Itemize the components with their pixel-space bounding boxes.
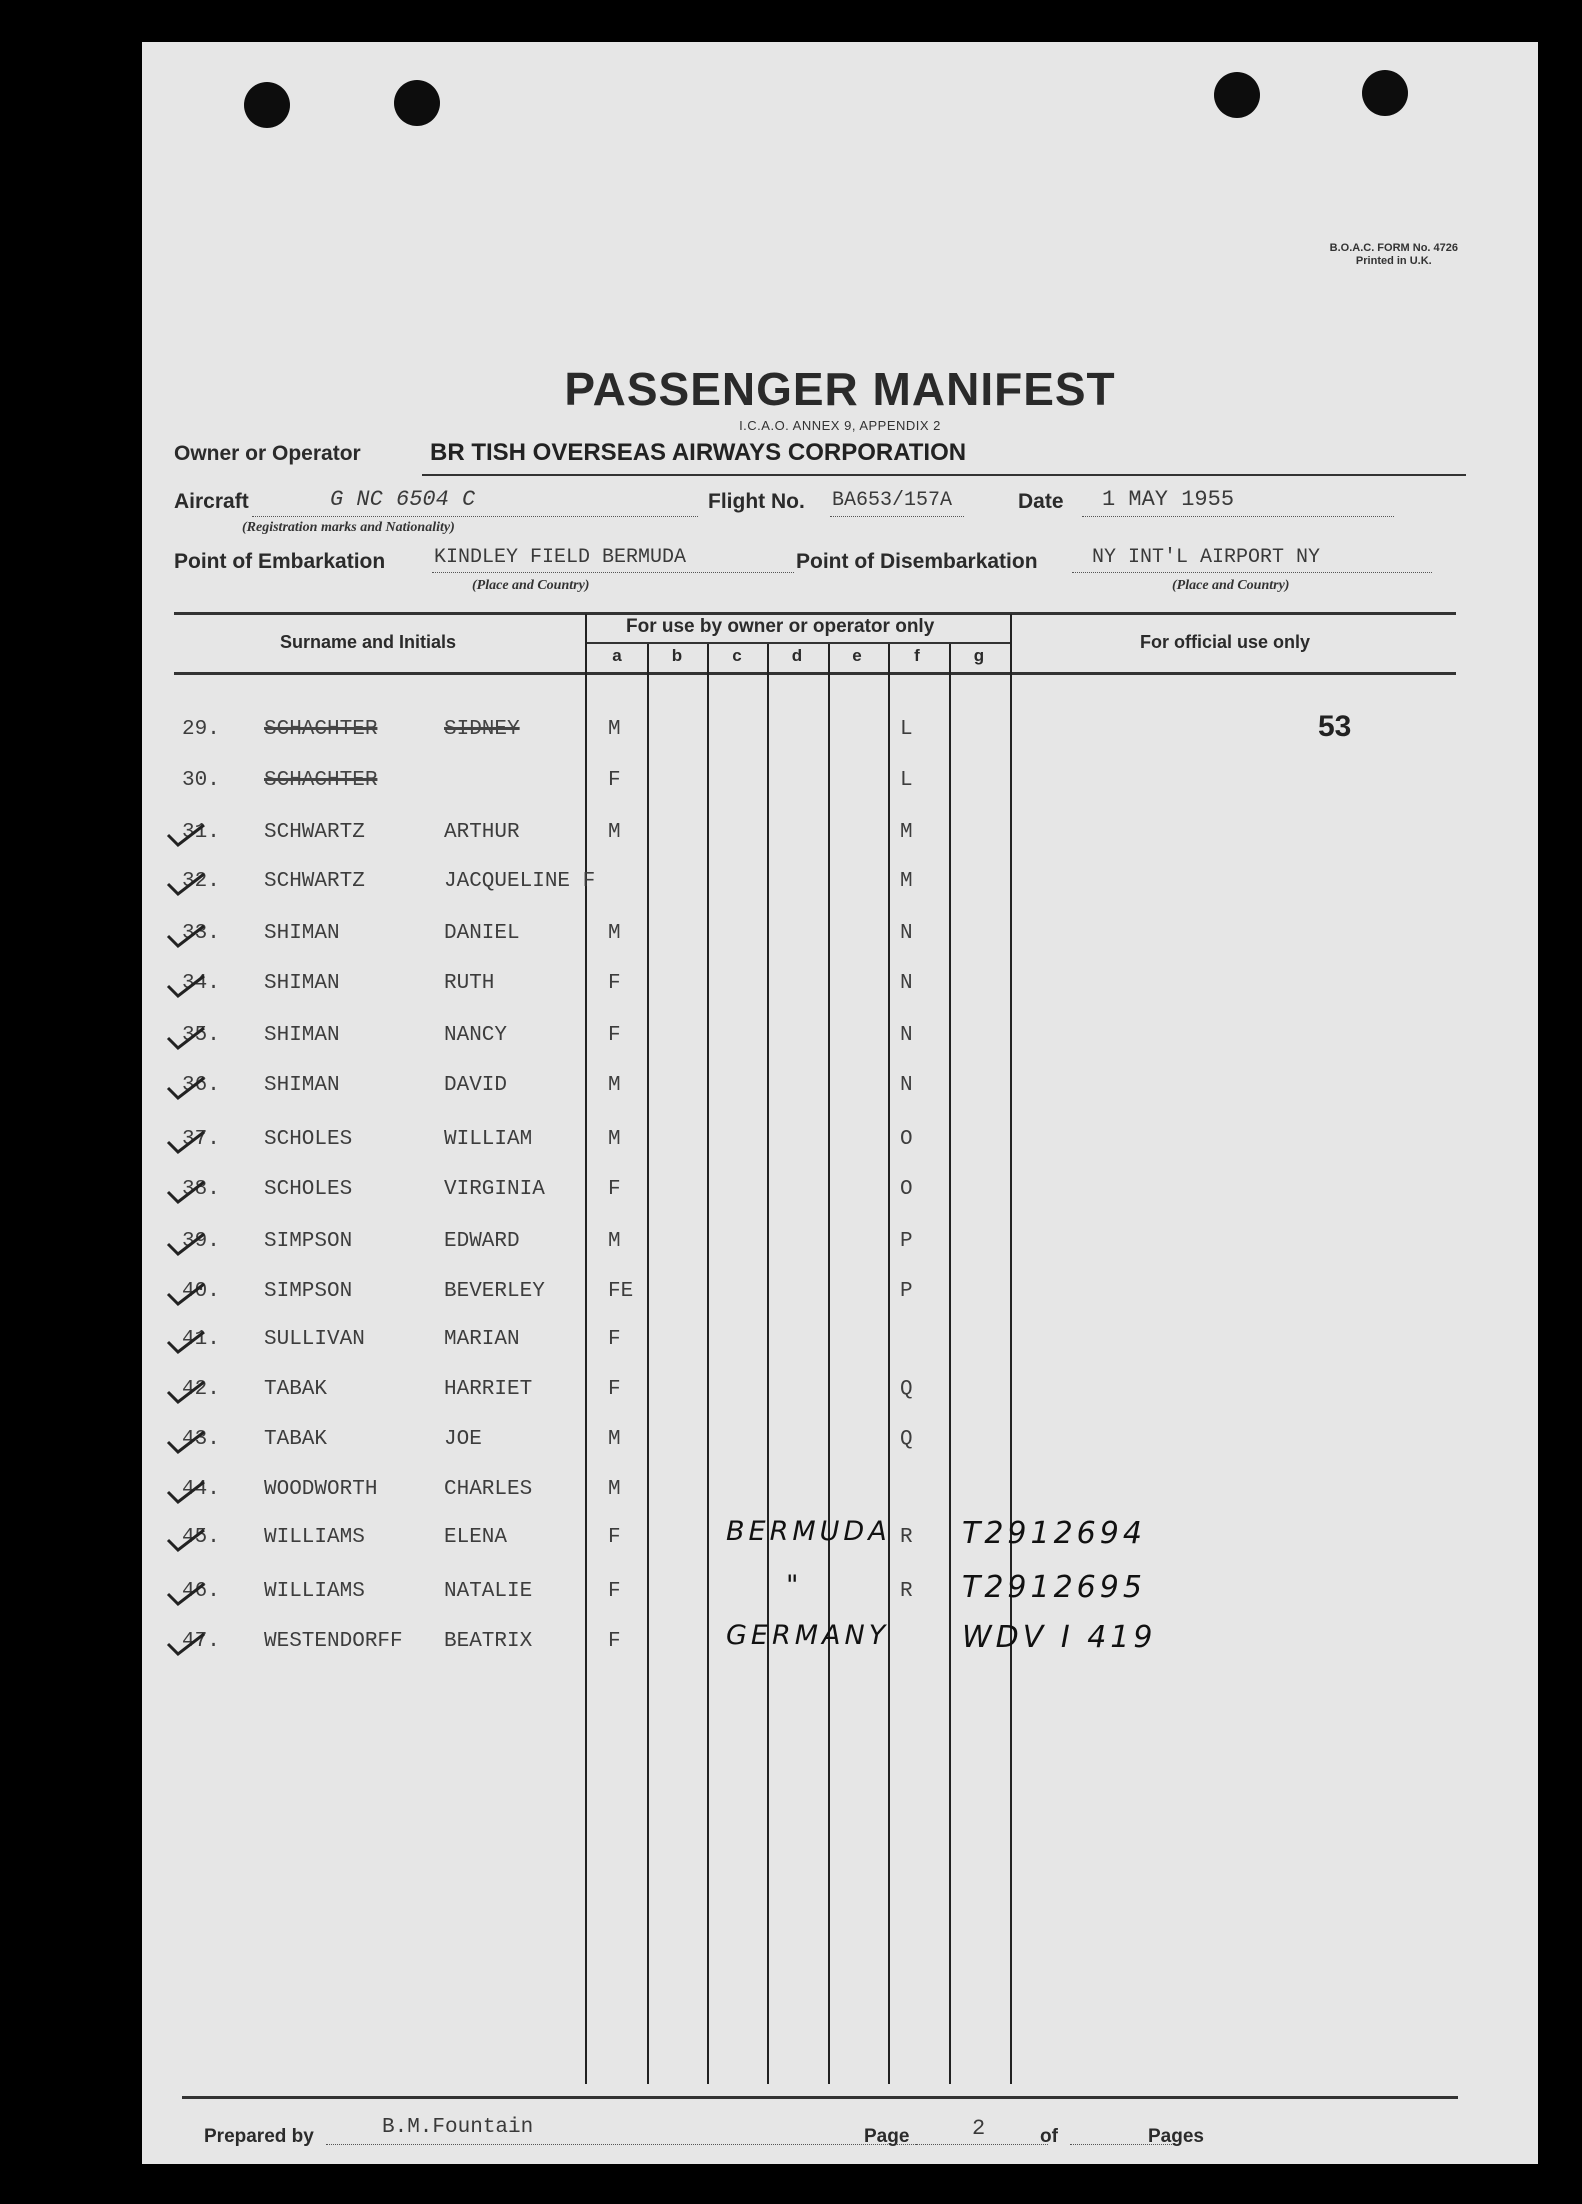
surname-cell: TABAK bbox=[264, 1428, 328, 1451]
col-rule-5 bbox=[888, 644, 890, 2084]
checkmark-icon bbox=[166, 872, 206, 898]
surname-cell: SIMPSON bbox=[264, 1280, 353, 1303]
handwritten-document-number: WDV I 419 bbox=[962, 1620, 1157, 1655]
subheader-b: b bbox=[671, 646, 683, 665]
embarkation-label: Point of Embarkation bbox=[174, 550, 386, 573]
page-underline bbox=[916, 2144, 1048, 2145]
row-number: 41. bbox=[182, 1328, 220, 1351]
date-label: Date bbox=[1018, 490, 1064, 513]
table-row bbox=[142, 1230, 1538, 1266]
date-value: 1 MAY 1955 bbox=[1102, 487, 1235, 512]
place-hint-right: (Place and Country) bbox=[1172, 578, 1290, 593]
sex-cell: M bbox=[608, 821, 621, 844]
surname-cell: WILLIAMS bbox=[264, 1526, 365, 1549]
row-number: 31. bbox=[182, 821, 220, 844]
sex-cell: F bbox=[608, 1580, 621, 1603]
table-row bbox=[142, 922, 1538, 958]
given-name-cell: JOE bbox=[444, 1428, 482, 1451]
surname-cell: SIMPSON bbox=[264, 1230, 353, 1253]
owner-label: Owner or Operator bbox=[174, 442, 361, 465]
table-top-rule bbox=[174, 612, 1456, 615]
table-row bbox=[142, 1428, 1538, 1464]
table-row bbox=[142, 1378, 1538, 1414]
group-cell: L bbox=[900, 718, 913, 741]
row-number: 32. bbox=[182, 870, 220, 893]
group-cell: Q bbox=[900, 1428, 913, 1451]
given-name-cell: NATALIE bbox=[444, 1580, 533, 1603]
given-name-cell: CHARLES bbox=[444, 1478, 533, 1501]
surname-cell: SULLIVAN bbox=[264, 1328, 365, 1351]
col-rule-1 bbox=[647, 644, 649, 2084]
aircraft-underline bbox=[252, 516, 698, 517]
table-row bbox=[142, 718, 1538, 754]
table-row bbox=[142, 870, 1538, 906]
given-name-cell: JACQUELINE F bbox=[444, 870, 596, 893]
surname-cell: SHIMAN bbox=[264, 1024, 340, 1047]
row-number: 43. bbox=[182, 1428, 220, 1451]
handwritten-place: " bbox=[786, 1570, 803, 1601]
row-number: 29. bbox=[182, 718, 220, 741]
sex-cell: FE bbox=[608, 1280, 634, 1303]
checkmark-icon bbox=[166, 1582, 206, 1608]
embarkation-value: KINDLEY FIELD BERMUDA bbox=[434, 546, 687, 569]
group-cell: M bbox=[900, 870, 913, 893]
page-subtitle: I.C.A.O. ANNEX 9, APPENDIX 2 bbox=[739, 418, 941, 433]
surname-header: Surname and Initials bbox=[280, 632, 457, 652]
checkmark-icon bbox=[166, 1180, 206, 1206]
given-name-cell: WILLIAM bbox=[444, 1128, 533, 1151]
subheader-d: d bbox=[791, 646, 803, 665]
aircraft-label: Aircraft bbox=[174, 490, 249, 513]
owner-use-header: For use by owner or operator only bbox=[626, 616, 935, 637]
col-rule-4 bbox=[828, 644, 830, 2084]
col-rule-6 bbox=[949, 644, 951, 2084]
sex-cell: M bbox=[608, 1128, 621, 1151]
row-number: 46. bbox=[182, 1580, 220, 1603]
disembarkation-underline bbox=[1072, 572, 1432, 573]
page-label: Page bbox=[864, 2126, 910, 2147]
subheader-e: e bbox=[852, 646, 862, 665]
checkmark-icon bbox=[166, 1330, 206, 1356]
surname-cell: SCHACHTER bbox=[264, 769, 378, 792]
given-name-cell: BEVERLEY bbox=[444, 1280, 545, 1303]
sex-cell: F bbox=[608, 1526, 621, 1549]
surname-cell: WILLIAMS bbox=[264, 1580, 365, 1603]
group-cell: N bbox=[900, 972, 913, 995]
group-cell: P bbox=[900, 1230, 913, 1253]
manifest-sheet bbox=[142, 42, 1538, 2164]
surname-cell: SCHOLES bbox=[264, 1178, 353, 1201]
sex-cell: F bbox=[608, 972, 621, 995]
surname-cell: SCHACHTER bbox=[264, 718, 378, 741]
surname-cell: SHIMAN bbox=[264, 972, 340, 995]
surname-cell: SHIMAN bbox=[264, 922, 340, 945]
checkmark-icon bbox=[166, 924, 206, 950]
row-number: 37. bbox=[182, 1128, 220, 1151]
given-name-cell: BEATRIX bbox=[444, 1630, 533, 1653]
flight-label: Flight No. bbox=[708, 490, 805, 513]
page-title: PASSENGER MANIFEST bbox=[564, 363, 1116, 415]
surname-cell: SHIMAN bbox=[264, 1074, 340, 1097]
group-cell: O bbox=[900, 1178, 913, 1201]
checkmark-icon bbox=[166, 823, 206, 849]
subheader-a: a bbox=[612, 646, 622, 665]
official-use-header: For official use only bbox=[1140, 632, 1311, 652]
pages-label: Pages bbox=[1148, 2126, 1204, 2147]
group-cell: N bbox=[900, 1024, 913, 1047]
given-name-cell: DANIEL bbox=[444, 922, 520, 945]
checkmark-icon bbox=[166, 974, 206, 1000]
prepared-by-label: Prepared by bbox=[204, 2126, 314, 2147]
group-cell: R bbox=[900, 1580, 913, 1603]
subheader-g: g bbox=[973, 646, 985, 665]
punch-hole-left-2 bbox=[394, 80, 440, 126]
registration-hint: (Registration marks and Nationality) bbox=[242, 520, 455, 535]
table-row bbox=[142, 821, 1538, 857]
checkmark-icon bbox=[166, 1528, 206, 1554]
handwritten-document-number: T2912695 bbox=[962, 1570, 1146, 1605]
table-row bbox=[142, 1024, 1538, 1060]
subheader-rule bbox=[586, 642, 1010, 644]
owner-value: BR TISH OVERSEAS AIRWAYS CORPORATION bbox=[430, 439, 967, 466]
prepared-by-value: B.M.Fountain bbox=[382, 2116, 534, 2139]
given-name-cell: ARTHUR bbox=[444, 821, 520, 844]
punch-hole-left-1 bbox=[244, 82, 290, 128]
checkmark-icon bbox=[166, 1282, 206, 1308]
table-row bbox=[142, 769, 1538, 805]
official-number: 53 bbox=[1318, 710, 1352, 743]
checkmark-icon bbox=[166, 1232, 206, 1258]
sex-cell: M bbox=[608, 718, 621, 741]
footer-rule bbox=[182, 2096, 1458, 2099]
row-number: 47. bbox=[182, 1630, 220, 1653]
sex-cell: M bbox=[608, 1478, 621, 1501]
group-cell: Q bbox=[900, 1378, 913, 1401]
surname-cell: WESTENDORFF bbox=[264, 1630, 403, 1653]
page-value: 2 bbox=[972, 2116, 986, 2141]
group-cell: N bbox=[900, 1074, 913, 1097]
group-cell: N bbox=[900, 922, 913, 945]
aircraft-value: G NC 6504 C bbox=[330, 487, 476, 512]
surname-cell: WOODWORTH bbox=[264, 1478, 378, 1501]
group-cell: P bbox=[900, 1280, 913, 1303]
surname-cell: SCHWARTZ bbox=[264, 821, 365, 844]
date-underline bbox=[1082, 516, 1394, 517]
surname-cell: SCHWARTZ bbox=[264, 870, 365, 893]
table-row bbox=[142, 1128, 1538, 1164]
table-row bbox=[142, 1074, 1538, 1110]
place-hint-left: (Place and Country) bbox=[472, 578, 590, 593]
checkmark-icon bbox=[166, 1076, 206, 1102]
row-number: 34. bbox=[182, 972, 220, 995]
checkmark-icon bbox=[166, 1130, 206, 1156]
sex-cell: M bbox=[608, 1428, 621, 1451]
row-number: 38. bbox=[182, 1178, 220, 1201]
subheader-c: c bbox=[732, 646, 742, 665]
given-name-cell: SIDNEY bbox=[444, 718, 520, 741]
sex-cell: F bbox=[608, 1178, 621, 1201]
given-name-cell: MARIAN bbox=[444, 1328, 520, 1351]
group-cell: R bbox=[900, 1526, 913, 1549]
embarkation-underline bbox=[432, 572, 794, 573]
row-number: 42. bbox=[182, 1378, 220, 1401]
handwritten-place: GERMANY bbox=[726, 1620, 890, 1651]
row-number: 35. bbox=[182, 1024, 220, 1047]
sex-cell: M bbox=[608, 1074, 621, 1097]
given-name-cell: NANCY bbox=[444, 1024, 508, 1047]
table-row bbox=[142, 1478, 1538, 1514]
sex-cell: M bbox=[608, 1230, 621, 1253]
checkmark-icon bbox=[166, 1430, 206, 1456]
row-number: 33. bbox=[182, 922, 220, 945]
checkmark-icon bbox=[166, 1380, 206, 1406]
surname-cell: TABAK bbox=[264, 1378, 328, 1401]
given-name-cell: ELENA bbox=[444, 1526, 508, 1549]
table-row bbox=[142, 1178, 1538, 1214]
row-number: 44. bbox=[182, 1478, 220, 1501]
sex-cell: F bbox=[608, 1378, 621, 1401]
handwritten-document-number: T2912694 bbox=[962, 1516, 1146, 1551]
row-number: 40. bbox=[182, 1280, 220, 1303]
table-row bbox=[142, 1280, 1538, 1316]
table-row bbox=[142, 1328, 1538, 1364]
col-rule-2 bbox=[707, 644, 709, 2084]
table-row bbox=[142, 972, 1538, 1008]
checkmark-icon bbox=[166, 1026, 206, 1052]
disembarkation-value: NY INT'L AIRPORT NY bbox=[1092, 546, 1321, 569]
given-name-cell: HARRIET bbox=[444, 1378, 533, 1401]
sex-cell: F bbox=[608, 769, 621, 792]
handwritten-place: BERMUDA bbox=[726, 1516, 891, 1547]
given-name-cell: VIRGINIA bbox=[444, 1178, 545, 1201]
sex-cell: F bbox=[608, 1630, 621, 1653]
group-cell: O bbox=[900, 1128, 913, 1151]
prepared-by-underline bbox=[326, 2144, 926, 2145]
sex-cell: M bbox=[608, 922, 621, 945]
form-number: B.O.A.C. FORM No. 4726 Printed in U.K. bbox=[1329, 242, 1458, 267]
row-number: 30. bbox=[182, 769, 220, 792]
flight-underline bbox=[830, 516, 964, 517]
surname-cell: SCHOLES bbox=[264, 1128, 353, 1151]
table-row bbox=[142, 1580, 1538, 1616]
punch-hole-right-1 bbox=[1214, 72, 1260, 118]
owner-underline bbox=[422, 474, 1466, 476]
given-name-cell: DAVID bbox=[444, 1074, 508, 1097]
punch-hole-right-2 bbox=[1362, 70, 1408, 116]
disembarkation-label: Point of Disembarkation bbox=[796, 550, 1038, 573]
checkmark-icon bbox=[166, 1632, 206, 1658]
sex-cell: F bbox=[608, 1328, 621, 1351]
of-label: of bbox=[1040, 2126, 1058, 2147]
row-number: 39. bbox=[182, 1230, 220, 1253]
group-cell: L bbox=[900, 769, 913, 792]
col-rule-3 bbox=[767, 644, 769, 2084]
header-bottom-rule bbox=[174, 672, 1456, 675]
row-number: 45. bbox=[182, 1526, 220, 1549]
sex-cell: F bbox=[608, 1024, 621, 1047]
given-name-cell: RUTH bbox=[444, 972, 495, 995]
given-name-cell: EDWARD bbox=[444, 1230, 520, 1253]
group-cell: M bbox=[900, 821, 913, 844]
row-number: 36. bbox=[182, 1074, 220, 1097]
flight-value: BA653/157A bbox=[832, 489, 953, 512]
subheader-f: f bbox=[914, 646, 920, 665]
checkmark-icon bbox=[166, 1480, 206, 1506]
